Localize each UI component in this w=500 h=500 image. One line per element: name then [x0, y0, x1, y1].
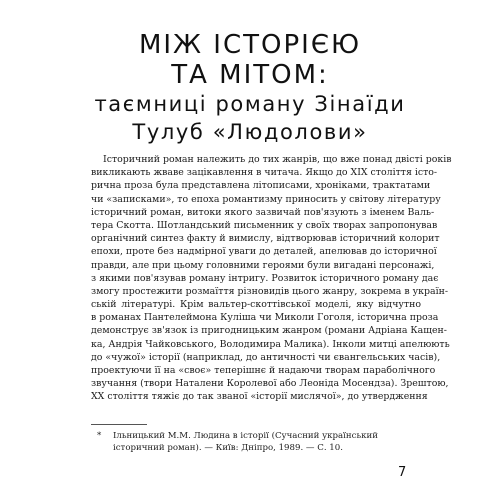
chapter-subtitle-line-1: таємниці роману Зінаїди: [94, 92, 406, 116]
footnote-text-1: Ільницький М.М. Людина в історії (Сучасний український: [113, 431, 378, 441]
body-line: демонструє зв'язок із пригодницьким жанром (романи Адріана Кащен-: [91, 325, 447, 337]
body-line: до «чужої» історії (наприклад, до античності чи євангельських часів),: [91, 351, 441, 363]
body-line: в романах Пантелеймона Куліша чи Миколи Гоголя, історична проза: [91, 312, 439, 324]
body-line: рична проза була представлена літописами, хроніками, трактатами: [91, 180, 431, 192]
body-paragraph: [91, 153, 452, 404]
body-line: Історичний роман належить до тих жанрів, що вже понад двісті років: [103, 154, 452, 165]
body-line: ській літературі. Крім вальтер-скоттівської моделі, яку відчутно: [91, 299, 421, 311]
footnote: [91, 430, 421, 454]
body-line: ка, Андрія Чайковського, Володимира Малика). Інколи митці апелюють: [91, 338, 450, 350]
footnote-divider: [91, 424, 147, 425]
body-line: тера Скотта. Шотландський письменник у своїх творах запропонував: [91, 219, 438, 231]
chapter-title-line-1: МІЖ ІСТОРІЄЮ: [138, 30, 362, 60]
body-line: звучання (твори Наталени Королевої або Леоніда Мосендза). Зрештою,: [91, 378, 449, 390]
chapter-title-line-2: ТА МІТОМ:: [171, 60, 329, 90]
body-line: викликають жваве зацікавлення в читача. Якщо до XIX століття істо-: [91, 167, 438, 179]
body-line: історичний роман, витоки якого зазвичай пов'язують з іменем Валь-: [91, 206, 435, 218]
body-line: з якими пов'язував роману інтригу. Розвиток історичного роману дає: [91, 272, 439, 284]
body-line: епохи, проте без надмірної уваги до деталей, апелював до історичної: [91, 246, 437, 258]
body-line: проектуючи її на «своє» теперішнє й надаючи творам параболічного: [91, 365, 436, 376]
chapter-title: [0, 30, 500, 146]
footnote-line-1: [91, 430, 421, 442]
footnote-marker: *: [97, 431, 102, 441]
body-line: правди, але при цьому головними героями були вигадані персонажі,: [91, 259, 435, 271]
body-line: чи «записками», то епоха романтизму приносить у світову літературу: [91, 193, 441, 205]
body-line: XX століття тяжіє до так званої «історії мислячої», до утвердження: [91, 391, 428, 403]
page-number: 7: [398, 465, 407, 480]
footnote-line-2: історичний роман). — Київ: Дніпро, 1989. — С. 10.: [113, 443, 343, 453]
chapter-subtitle-line-2: Тулуб «Людолови»: [132, 120, 368, 144]
body-line: змогу простежити розмаїття різновидів цього жанру, зокрема в україн-: [91, 285, 449, 297]
body-line: органічний синтез факту й вимислу, відтворював історичний колорит: [91, 233, 440, 245]
